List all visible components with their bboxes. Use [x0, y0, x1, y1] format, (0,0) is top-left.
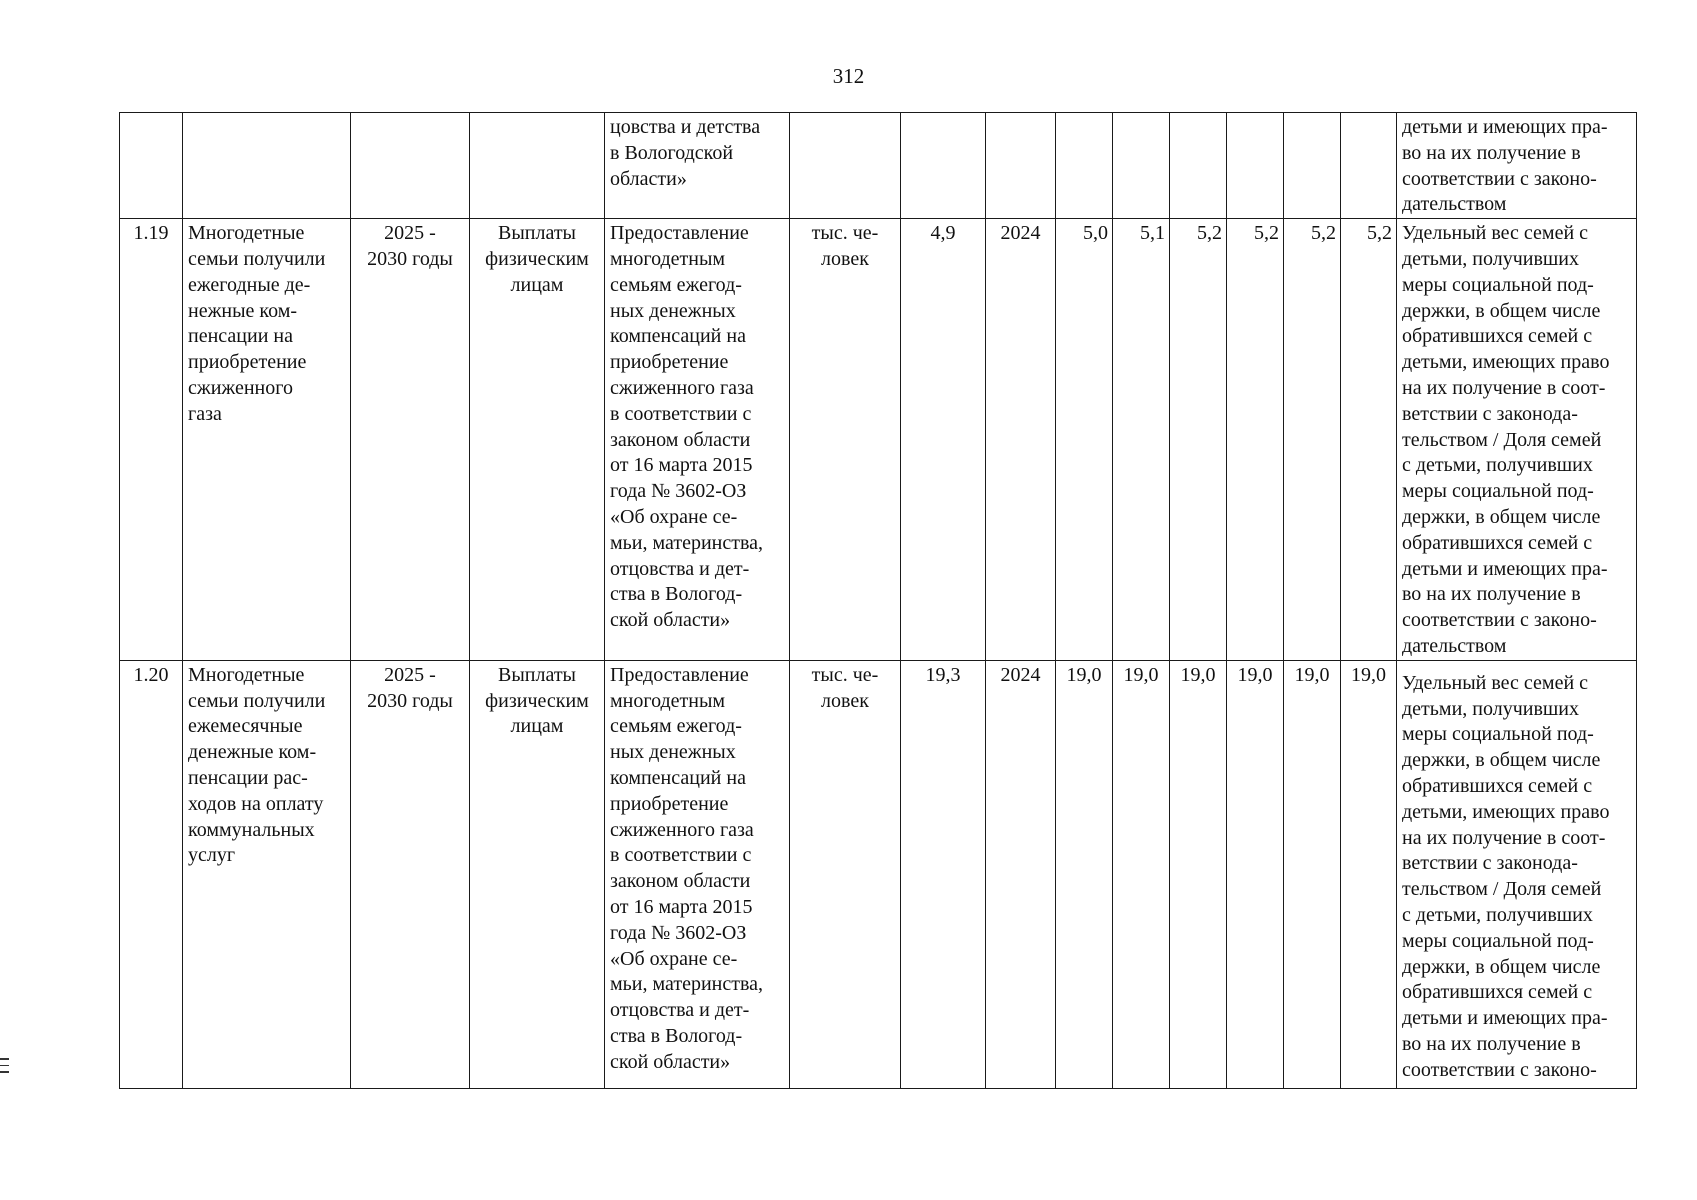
legal-basis: Предоставление многодетным семьям ежегод- ных денежных компенсаций на приобретение сжиженного газа в соответствии с законом области от 16 марта 2015 года № 3602-ОЗ «Об охране се- мьи, материнства, отцовства и дет- ства в Вологод- ской области» [605, 660, 790, 1088]
measures-table [119, 112, 1637, 1089]
legal-basis: цовства и детства в Вологодской области» [605, 113, 790, 219]
value-2027: 19,0 [1170, 660, 1227, 1088]
value-2029 [1284, 113, 1341, 219]
margin-mark [0, 1058, 9, 1060]
measure-type: Выплаты физическим лицам [470, 219, 605, 661]
row-number: 1.20 [120, 660, 183, 1088]
table-row [120, 219, 1637, 661]
page-number: 312 [832, 64, 865, 88]
row-number: 1.19 [120, 219, 183, 661]
period: 2025 - 2030 годы [351, 219, 470, 661]
unit: тыс. че- ловек [790, 660, 901, 1088]
result-name: Многодетные семьи получили ежемесячные денежные ком- пенсации рас- ходов на оплату коммунальных услуг [183, 660, 351, 1088]
value-2025: 5,0 [1056, 219, 1113, 661]
period [351, 113, 470, 219]
legal-basis: Предоставление многодетным семьям ежегод- ных денежных компенсаций на приобретение сжиженного газа в соответствии с законом области от 16 марта 2015 года № 3602-ОЗ «Об охране се- мьи, материнства, отцовства и дет- ства в Вологод- ской области» [605, 219, 790, 661]
table-row [120, 113, 1637, 219]
value-2030: 5,2 [1341, 219, 1397, 661]
base-year: 2024 [986, 660, 1056, 1088]
value-2030 [1341, 113, 1397, 219]
value-2029: 19,0 [1284, 660, 1341, 1088]
indicator: Удельный вес семей с детьми, получивших меры социальной под- держки, в общем числе обратившихся семей с детьми, имеющих право на их получение в соот- ветствии с законода- тельством / Доля семей с детьми, получивших меры социальной под- держки, в общем числе обратившихся семей с детьми и имеющих пра- во на их получение в соответствии с законо- дательством [1397, 219, 1637, 661]
value-2028: 5,2 [1227, 219, 1284, 661]
margin-mark [0, 1065, 9, 1067]
value-2027 [1170, 113, 1227, 219]
value-2028: 19,0 [1227, 660, 1284, 1088]
indicator: детьми и имеющих пра- во на их получение в соответствии с законо- дательством [1397, 113, 1637, 219]
measure-type: Выплаты физическим лицам [470, 660, 605, 1088]
result-name [183, 113, 351, 219]
unit [790, 113, 901, 219]
result-name: Многодетные семьи получили ежегодные де- нежные ком- пенсации на приобретение сжиженного газа [183, 219, 351, 661]
value-2025 [1056, 113, 1113, 219]
base-year [986, 113, 1056, 219]
value-2030: 19,0 [1341, 660, 1397, 1088]
margin-marks [0, 1058, 10, 1078]
value-2026 [1113, 113, 1170, 219]
table-row [120, 660, 1637, 1088]
value-2027: 5,2 [1170, 219, 1227, 661]
margin-mark [0, 1071, 9, 1073]
base-year: 2024 [986, 219, 1056, 661]
indicator: Удельный вес семей с детьми, получивших меры социальной под- держки, в общем числе обратившихся семей с детьми, имеющих право на их получение в соот- ветствии с законода- тельством / Доля семей с детьми, получивших меры социальной под- держки, в общем числе обратившихся семей с детьми и имеющих пра- во на их получение в соответствии с законо- [1397, 660, 1637, 1088]
base-value: 4,9 [901, 219, 986, 661]
base-value: 19,3 [901, 660, 986, 1088]
value-2026: 5,1 [1113, 219, 1170, 661]
unit: тыс. че- ловек [790, 219, 901, 661]
value-2028 [1227, 113, 1284, 219]
value-2025: 19,0 [1056, 660, 1113, 1088]
row-number [120, 113, 183, 219]
value-2026: 19,0 [1113, 660, 1170, 1088]
period: 2025 - 2030 годы [351, 660, 470, 1088]
measure-type [470, 113, 605, 219]
base-value [901, 113, 986, 219]
value-2029: 5,2 [1284, 219, 1341, 661]
